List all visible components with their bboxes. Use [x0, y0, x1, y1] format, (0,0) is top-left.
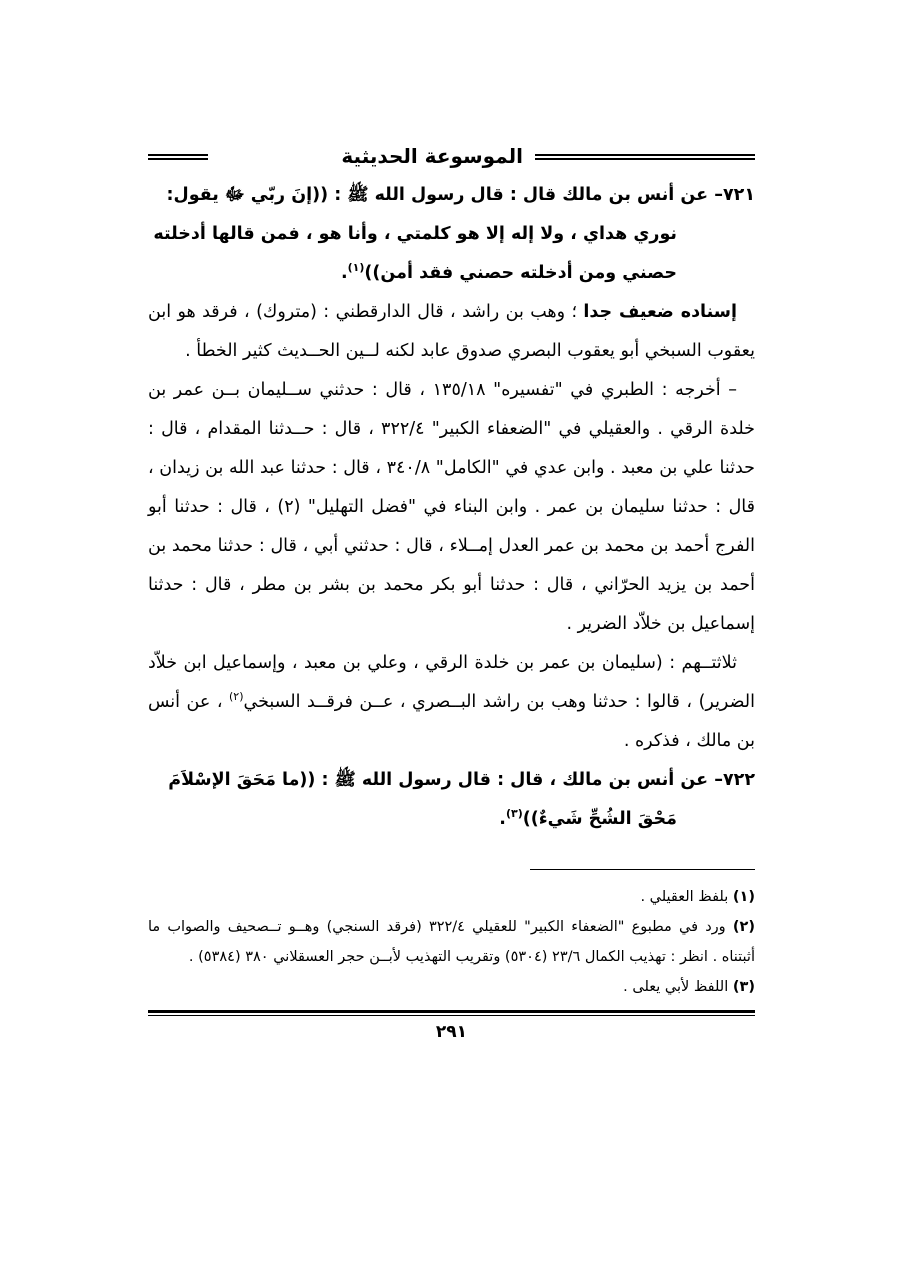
footnote-3-text: اللفظ لأبي يعلى . — [623, 979, 729, 995]
footer-rule — [148, 1010, 755, 1016]
takhrij-721-paragraph: – أخرجه : الطبري في "تفسيره" ١٣٥/١٨ ، قال : حدثني ســليمان بــن عمر بن خلدة الرقي . والعقيلي في "الضعفاء الكبير" ٣٢٢/٤ ، قال : حــدثنا المقدام ، قال : حدثنا علي بن معبد . وابن عدي في "الكامل" ٣٤٠/٨ ، قال : حدثنا عبد الله بن زيدان ، قال : حدثنا سليمان بن عمر . وابن البناء في "فضل التهليل" (٢) ، قال : حدثنا أبو الفرج أحمد بن محمد بن عمر العدل إمــلاء ، قال : حدثني أبي ، قال : حدثنا محمد بن أحمد بن يزيد الحرّاني ، قال : حدثنا أبو بكر محمد بن بشر بن مطر ، قال : حدثنا إسماعيل بن خلاّد الضرير . — [148, 380, 755, 634]
footnote-3-number: (٣) — [732, 979, 755, 995]
header-rule-right — [535, 154, 755, 160]
header-title: الموسوعة الحديثية — [341, 144, 523, 168]
footnote-3 — [148, 972, 755, 1002]
page-number: ٢٩١ — [435, 1022, 468, 1042]
hadith-721-line-3 — [148, 254, 755, 293]
footnote-2-number: (٢) — [732, 919, 755, 935]
hadith-721-line-2: نوري هداي ، ولا إله إلا هو كلمتي ، وأنا هو ، فمن قالها أدخلته — [153, 224, 677, 244]
isnad-721-text: ؛ وهب بن راشد ، قال الدارقطني : (متروك) ، فرقد هو ابن يعقوب السبخي أبو يعقوب البصري صدوق عابد لكنه لــين الحــديث كثير الخطأ . — [148, 302, 755, 361]
footnote-ref-2[interactable]: (٢) — [229, 690, 244, 704]
running-header — [148, 140, 755, 176]
isnad-721-verdict: إسناده ضعيف جدا — [583, 302, 737, 322]
hadith-721-line-1: ٧٢١– عن أنس بن مالك قال : قال رسول الله ﷺ : ((إنَ ربّي ﷻ يقول: — [166, 185, 755, 205]
footnote-1 — [148, 882, 755, 912]
document-page — [148, 140, 755, 1042]
hadith-721-period: . — [340, 263, 348, 283]
hadith-722-line-1: ٧٢٢– عن أنس بن مالك ، قال : قال رسول الله ﷺ : ((ما مَحَقَ الإسْلاَمَ — [168, 770, 755, 790]
hadith-721 — [148, 176, 755, 293]
footnote-1-number: (١) — [732, 889, 755, 905]
hadith-721-text-end: حصني ومن أدخلته حصني فقد أمن)) — [364, 263, 677, 283]
isnad-721-paragraph — [148, 293, 755, 371]
header-rule-left — [148, 154, 208, 160]
thalathat-721-paragraph — [148, 644, 755, 761]
hadith-722-text-end: مَحْقَ الشُحِّ شَيءٌ)) — [522, 809, 677, 829]
hadith-722-period: . — [499, 809, 506, 829]
thalathat-721-end: ، عن أنس بن مالك ، فذكره . — [148, 692, 755, 751]
footnote-ref-3[interactable]: (٣) — [505, 807, 523, 821]
hadith-722-line-2 — [148, 800, 755, 839]
hadith-722 — [148, 761, 755, 839]
footnote-2 — [148, 912, 755, 972]
footnote-1-text: بلفظ العقيلي . — [640, 889, 729, 905]
footnote-2-text: ورد في مطبوع "الضعفاء الكبير" للعقيلي ٣٢٢/٤ (فرقد السنجي) وهــو تــصحيف والصواب ما أثبتناه . انظر : تهذيب الكمال ٢٣/٦ (٥٣٠٤) وتقريب التهذيب لأبــن حجر العسقلاني ٣٨٠ (٥٣٨٤) . — [148, 919, 755, 965]
footnote-separator — [530, 869, 755, 870]
footnote-ref-1[interactable]: (١) — [347, 261, 365, 275]
thalathat-721-text: ثلاثتــهم : (سليمان بن عمر بن خلدة الرقي ، وعلي بن معبد ، وإسماعيل ابن خلاّد الضرير) ، قالوا : حدثنا وهب بن راشد البــصري ، عــن فرقــد السبخي — [148, 653, 755, 712]
